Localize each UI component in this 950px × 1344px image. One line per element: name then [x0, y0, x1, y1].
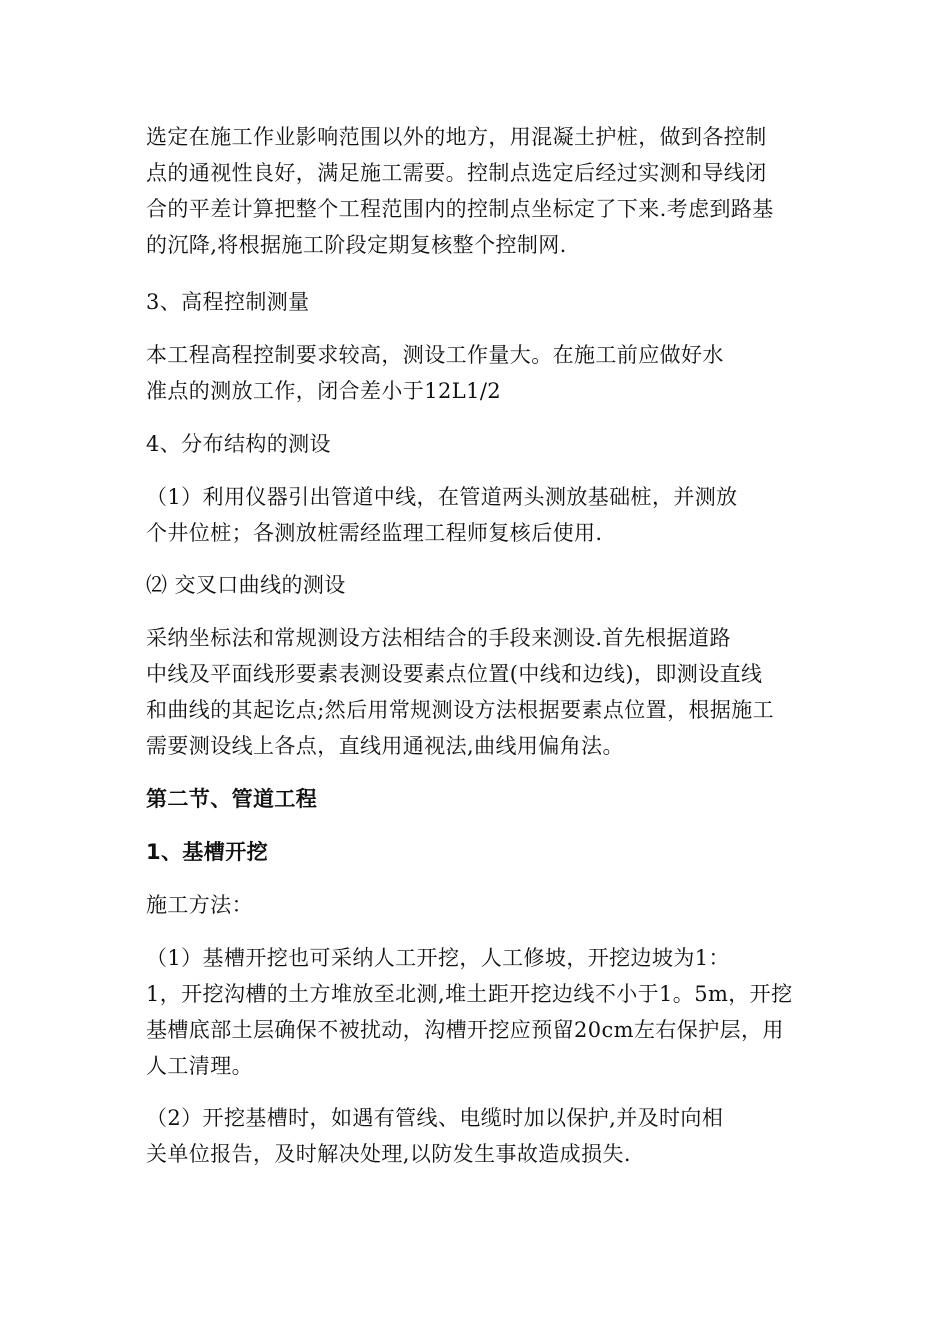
- heading-elevation-control: 3、高程控制测量: [146, 290, 310, 314]
- paragraph-excavation-step-1: （1）基槽开挖也可采纳人工开挖，人工修坡，开挖边坡为1： 1，开挖沟槽的土方堆放至北测,堆土距开挖边线不小于1。5m，开挖 基槽底部土层确保不被扰动，沟槽开挖应预留20cm左右保护层，用 人工清理。: [146, 946, 793, 1078]
- heading-trench-excavation: 1、基槽开挖: [146, 840, 269, 864]
- paragraph-control-point-selection: 选定在施工作业影响范围以外的地方，用混凝土护桩，做到各控制 点的通视性良好，满足施工需要。控制点选定后经过实测和导线闭 合的平差计算把整个工程范围内的控制点坐标定了下来.考虑到路基 的沉降,将根据施工阶段定期复核整个控制网.: [146, 125, 774, 257]
- heading-intersection-curve: ⑵ 交叉口曲线的测设: [146, 573, 346, 597]
- section-title-pipeline-works: 第二节、管道工程: [146, 787, 318, 811]
- paragraph-excavation-step-2: （2）开挖基槽时，如遇有管线、电缆时加以保护,并及时向相 关单位报告，及时解决处理,以防发生事故造成损失.: [146, 1106, 724, 1166]
- heading-structure-layout: 4、分布结构的测设: [146, 432, 331, 456]
- paragraph-coordinate-method: 采纳坐标法和常规测设方法相结合的手段来测设.首先根据道路 中线及平面线形要素表测设要素点位置(中线和边线)，即测设直线 和曲线的其起讫点;然后用常规测设方法根据要素点位置，根据施工 需要测设线上各点，直线用通视法,曲线用偏角法。: [146, 626, 775, 758]
- paragraph-elevation-control: 本工程高程控制要求较高，测设工作量大。在施工前应做好水 准点的测放工作，闭合差小于12L1/2: [146, 343, 724, 403]
- paragraph-pipeline-centerline: （1）利用仪器引出管道中线，在管道两头测放基础桩，并测放 个井位桩；各测放桩需经监理工程师复核后使用.: [146, 485, 738, 545]
- label-construction-method: 施工方法：: [146, 893, 253, 917]
